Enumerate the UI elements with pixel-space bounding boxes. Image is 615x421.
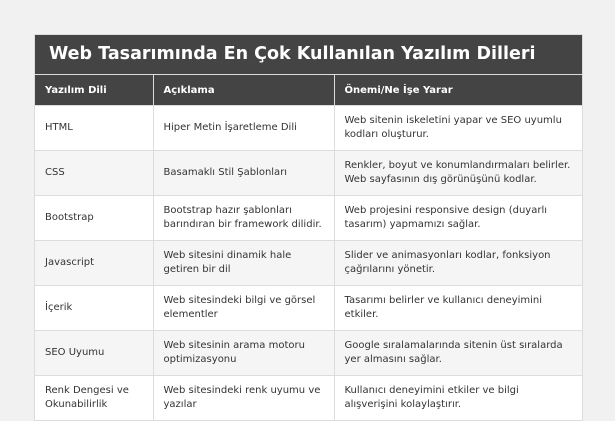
cell-description: Bootstrap hazır şablonları barındıran bir framework dilidir. [153, 196, 334, 241]
cell-language: Javascript [35, 241, 153, 286]
table-row [35, 286, 582, 331]
cell-importance: Google sıralamalarında sitenin üst sıralarda yer almasını sağlar. [334, 331, 582, 376]
table-row [35, 151, 582, 196]
cell-language: Bootstrap [35, 196, 153, 241]
table-row [35, 241, 582, 286]
table-row [35, 331, 582, 376]
cell-description: Web sitesindeki renk uyumu ve yazılar [153, 376, 334, 421]
cell-description: Hiper Metin İşaretleme Dili [153, 106, 334, 151]
cell-importance: Renkler, boyut ve konumlandırmaları belirler. Web sayfasının dış görünüşünü kodlar. [334, 151, 582, 196]
table-row [35, 376, 582, 421]
cell-importance: Slider ve animasyonları kodlar, fonksiyon çağrılarını yönetir. [334, 241, 582, 286]
table-title: Web Tasarımında En Çok Kullanılan Yazılım Dilleri [35, 35, 582, 75]
cell-importance: Web projesini responsive design (duyarlı tasarım) yapmamızı sağlar. [334, 196, 582, 241]
header-row [35, 75, 582, 106]
table-row [35, 106, 582, 151]
cell-importance: Kullanıcı deneyimini etkiler ve bilgi alışverişini kolaylaştırır. [334, 376, 582, 421]
column-header-importance: Önemi/Ne İşe Yarar [334, 75, 582, 106]
cell-description: Web sitesindeki bilgi ve görsel elementler [153, 286, 334, 331]
cell-language: SEO Uyumu [35, 331, 153, 376]
column-header-description: Açıklama [153, 75, 334, 106]
column-header-language: Yazılım Dili [35, 75, 153, 106]
cell-language: HTML [35, 106, 153, 151]
languages-table [35, 75, 582, 420]
cell-importance: Web sitenin iskeletini yapar ve SEO uyumlu kodları oluşturur. [334, 106, 582, 151]
cell-language: CSS [35, 151, 153, 196]
cell-importance: Tasarımı belirler ve kullanıcı deneyimini etkiler. [334, 286, 582, 331]
cell-language: İçerik [35, 286, 153, 331]
table-row [35, 196, 582, 241]
cell-description: Web sitesini dinamik hale getiren bir dil [153, 241, 334, 286]
cell-language: Renk Dengesi ve Okunabilirlik [35, 376, 153, 421]
table-card [34, 34, 583, 421]
cell-description: Basamaklı Stil Şablonları [153, 151, 334, 196]
cell-description: Web sitesinin arama motoru optimizasyonu [153, 331, 334, 376]
